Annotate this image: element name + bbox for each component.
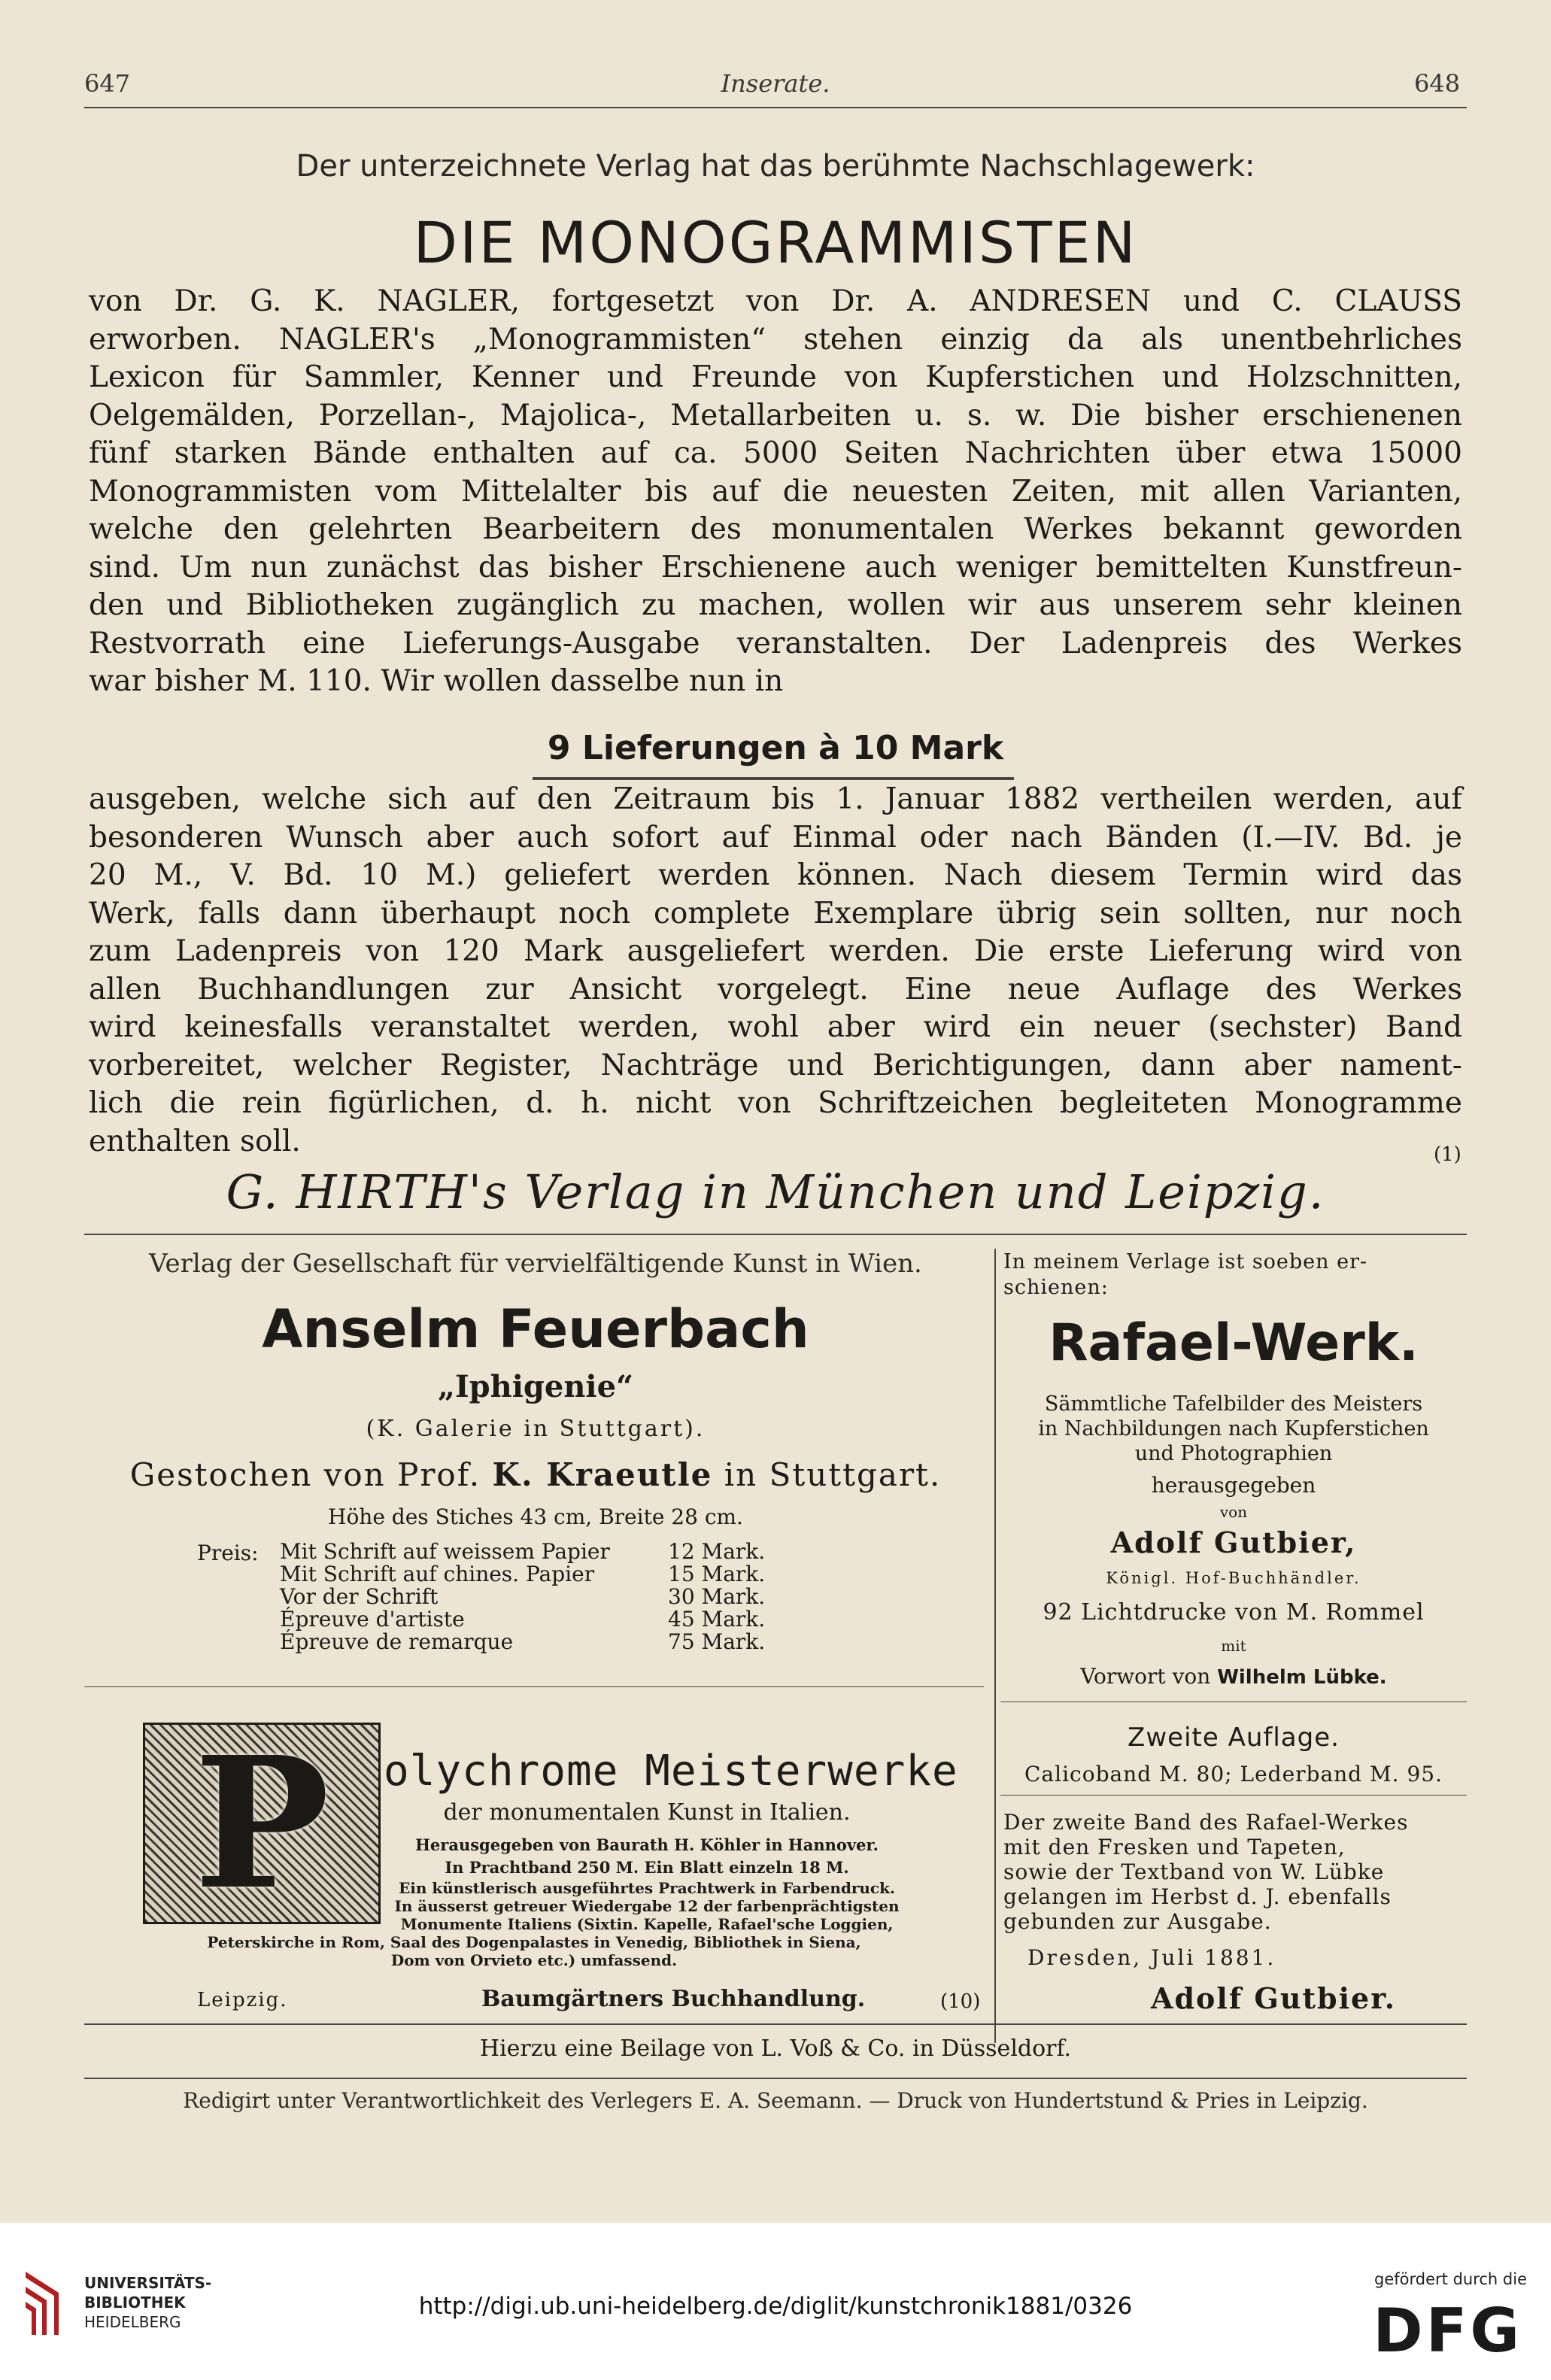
ad2-rule <box>84 1686 984 1687</box>
ad2-work: „Iphigenie“ <box>437 1369 634 1404</box>
text-line: Werk, falls dann überhaupt noch complete Exemplare übrig sein sollten, nur noch <box>89 896 1462 930</box>
ad1-lieferungen: 9 Lieferungen à 10 Mark <box>547 729 1004 767</box>
column-divider <box>994 1249 996 2043</box>
price-item: Épreuve de remarque <box>280 1629 514 1654</box>
ad4-herausgegeben: herausgegeben <box>1151 1473 1316 1498</box>
text-line: und Photographien <box>1134 1442 1333 1465</box>
ad4-place-date: Dresden, Juli 1881. <box>1027 1945 1276 1970</box>
ad3-desc-line: Peterskirche in Rom, Saal des Dogenpalastes in Venedig, Bibliothek in Siena, <box>207 1933 861 1951</box>
text-line: Der zweite Band des Rafael-Werkes <box>1003 1810 1409 1835</box>
text-line: lich die rein figürlichen, d. h. nicht von Schriftzeichen begleiteten Monogramme <box>89 1086 1462 1120</box>
funded-by-label: gefördert durch die <box>1374 2270 1527 2288</box>
library-line-3: HEIDELBERG <box>84 2313 181 2331</box>
ad3-publisher: Baumgärtners Buchhandlung. <box>481 1986 866 2012</box>
ad2-engraver <box>84 1456 987 1493</box>
ad4-editor-title: Königl. Hof-Buchhändler. <box>1106 1569 1361 1587</box>
text-line: erworben. NAGLER's „Monogrammisten“ stehen einzig da als unentbehrliches <box>89 322 1462 357</box>
ad1-ref: (1) <box>1434 1143 1461 1166</box>
text-line: gebunden zur Ausgabe. <box>1003 1909 1272 1934</box>
text-line: vorbereitet, welcher Register, Nachträge und Berichtigungen, dann aber nament- <box>89 1048 1462 1082</box>
price-item: Mit Schrift auf weissem Papier <box>280 1539 610 1564</box>
price-value: 30 Mark. <box>668 1584 766 1609</box>
text-line: wird keinesfalls veranstaltet werden, wohl aber wird ein neuer (sechster) Band <box>89 1010 1462 1044</box>
text-line: Sämmtliche Tafelbilder des Meisters <box>1044 1392 1423 1416</box>
imprint: Redigirt unter Verantwortlichkeit des Verlegers E. A. Seemann. — Druck von Hundertstund & Pries in Leipzig. <box>183 2088 1368 2113</box>
text-line: ausgeben, welche sich auf den Zeitraum bis 1. Januar 1882 vertheilen werden, auf <box>89 782 1462 816</box>
text-line: mit den Fresken und Tapeten, <box>1003 1835 1346 1859</box>
ad2-artist: Anselm Feuerbach <box>262 1298 809 1360</box>
running-title: Inserate. <box>721 69 830 98</box>
text-line: in Nachbildungen nach Kupferstichen <box>1038 1417 1429 1440</box>
ad1-signature: G. HIRTH's Verlag in München und Leipzig. <box>226 1164 1325 1219</box>
text-line: war bisher M. 110. Wir wollen dasselbe nun in <box>89 664 784 698</box>
text-line: gelangen im Herbst d. J. ebenfalls <box>1003 1884 1392 1909</box>
ad4-foreword-prefix: Vorwort von <box>1080 1664 1211 1689</box>
permalink[interactable]: http://digi.ub.uni-heidelberg.de/diglit/kunstchronik1881/0326 <box>418 2293 1133 2320</box>
text-line: allen Buchhandlungen zur Ansicht vorgelegt. Eine neue Auflage des Werkes <box>89 972 1462 1006</box>
ad3-desc-line: In äusserst getreuer Wiedergabe 12 der farbenprächtigsten <box>394 1897 900 1915</box>
ad3-desc-line: Monumente Italiens (Sixtin. Kapelle, Rafael'sche Loggien, <box>400 1915 894 1933</box>
text-line: zum Ladenpreis von 120 Mark ausgeliefert werden. Die erste Lieferung wird von <box>89 934 1462 968</box>
ad4-rule-2 <box>1000 1795 1467 1796</box>
ad3-desc-line: Ein künstlerisch ausgeführtes Prachtwerk in Farbendruck. <box>399 1879 895 1897</box>
ad1-intro: Der unterzeichnete Verlag hat das berühmte Nachschlagewerk: <box>296 149 1255 184</box>
ad2-size: Höhe des Stiches 43 cm, Breite 28 cm. <box>328 1504 743 1529</box>
ad3-ref: (10) <box>940 1990 981 2013</box>
ad3-initial: P <box>193 1717 330 1929</box>
section-rule <box>84 1234 1467 1235</box>
price-item: Vor der Schrift <box>280 1584 439 1609</box>
text-line: sowie der Textband von W. Lübke <box>1003 1859 1385 1884</box>
ad2-price-label: Preis: <box>197 1541 259 1565</box>
library-line-2: BIBLIOTHEK <box>84 2293 186 2312</box>
text-line: Restvorrath eine Lieferungs-Ausgabe veranstalten. Der Ladenpreis des Werkes <box>89 626 1462 660</box>
price-item: Épreuve d'artiste <box>280 1607 465 1632</box>
text-line: Oelgemälden, Porzellan-, Majolica-, Metallarbeiten u. s. w. Die bisher erschienenen <box>89 398 1462 433</box>
page-number-left: 647 <box>84 69 131 98</box>
text-line: Lexicon für Sammler, Kenner und Freunde von Kupferstichen und Holzschnitten, <box>89 360 1462 394</box>
ad4-von: von <box>1219 1503 1248 1521</box>
text-line: 20 M., V. Bd. 10 M.) geliefert werden können. Nach diesem Termin wird das <box>89 858 1462 892</box>
ad3-city: Leipzig. <box>197 1989 288 2011</box>
ad4-mit: mit <box>1221 1637 1246 1655</box>
ad2-location: (K. Galerie in Stuttgart). <box>366 1416 706 1442</box>
imprint-rule <box>84 2078 1467 2079</box>
beilage-rule <box>84 2023 1467 2025</box>
ad2-engraver-prefix: Gestochen von Prof. <box>129 1456 481 1493</box>
text-line: besonderen Wunsch aber auch sofort auf Einmal oder nach Bänden (I.—IV. Bd. je <box>89 820 1462 855</box>
ad3-binding: In Prachtband 250 M. Ein Blatt einzeln 18 M. <box>445 1858 849 1877</box>
ad4-editor: Adolf Gutbier, <box>1110 1525 1357 1559</box>
ad2-publisher: Verlag der Gesellschaft für vervielfältigende Kunst in Wien. <box>149 1249 922 1279</box>
ad4-price: Calicoband M. 80; Lederband M. 95. <box>1024 1762 1443 1787</box>
ad4-plates: 92 Lichtdrucke von M. Rommel <box>1043 1599 1425 1626</box>
text-line: den und Bibliotheken zugänglich zu machen, wollen wir aus unserem sehr kleinen <box>89 588 1462 622</box>
ad2-engraver-name: K. Kraeutle <box>492 1456 713 1493</box>
ad4-foreword-name: Wilhelm Lübke. <box>1217 1666 1387 1689</box>
text-line: enthalten soll. <box>89 1124 301 1158</box>
price-value: 45 Mark. <box>668 1607 766 1632</box>
price-value: 15 Mark. <box>668 1562 766 1586</box>
ad3-desc-line: Dom von Orvieto etc.) umfassend. <box>390 1951 678 1969</box>
ad3-editor: Herausgegeben von Baurath H. Köhler in Hannover. <box>415 1835 879 1854</box>
library-line-1: UNIVERSITÄTS- <box>84 2274 212 2292</box>
dfg-logo: DFG <box>1373 2296 1522 2366</box>
text-line: welche den gelehrten Bearbeitern des monumentalen Werkes bekannt geworden <box>89 512 1462 546</box>
ad4-title: Rafael-Werk. <box>1049 1313 1419 1373</box>
ad4-signature: Adolf Gutbier. <box>1151 1981 1396 2015</box>
ad4-intro-1: In meinem Verlage ist soeben er- <box>1003 1250 1368 1273</box>
ad4-foreword <box>1000 1664 1467 1689</box>
ad1-title: DIE MONOGRAMMISTEN <box>413 209 1138 276</box>
page-number-right: 648 <box>1414 69 1461 98</box>
ad4-intro-2: schienen: <box>1003 1276 1109 1299</box>
text-line: Monogrammisten vom Mittelalter bis auf die neuesten Zeiten, mit allen Varianten, <box>89 474 1462 508</box>
ad4-edition: Zweite Auflage. <box>1128 1723 1340 1753</box>
ad3-title: olychrome Meisterwerke <box>384 1747 958 1796</box>
price-item: Mit Schrift auf chines. Papier <box>280 1562 595 1586</box>
lieferungen-underline <box>533 777 1014 780</box>
beilage-note: Hierzu eine Beilage von L. Voß & Co. in Düsseldorf. <box>479 2035 1072 2062</box>
header-rule <box>84 107 1467 108</box>
text-line: von Dr. G. K. NAGLER, fortgesetzt von Dr. A. ANDRESEN und C. CLAUSS <box>89 284 1462 318</box>
text-line: sind. Um nun zunächst das bisher Erschienene auch weniger bemittelten Kunstfreun- <box>89 550 1462 584</box>
price-value: 75 Mark. <box>668 1629 766 1654</box>
price-value: 12 Mark. <box>668 1539 766 1564</box>
text-line: fünf starken Bände enthalten auf ca. 5000 Seiten Nachrichten über etwa 15000 <box>89 436 1462 470</box>
ad2-engraver-suffix: in Stuttgart. <box>724 1456 942 1493</box>
ad3-subtitle: der monumentalen Kunst in Italien. <box>443 1799 851 1826</box>
decorative-initial-frame <box>143 1717 381 1929</box>
